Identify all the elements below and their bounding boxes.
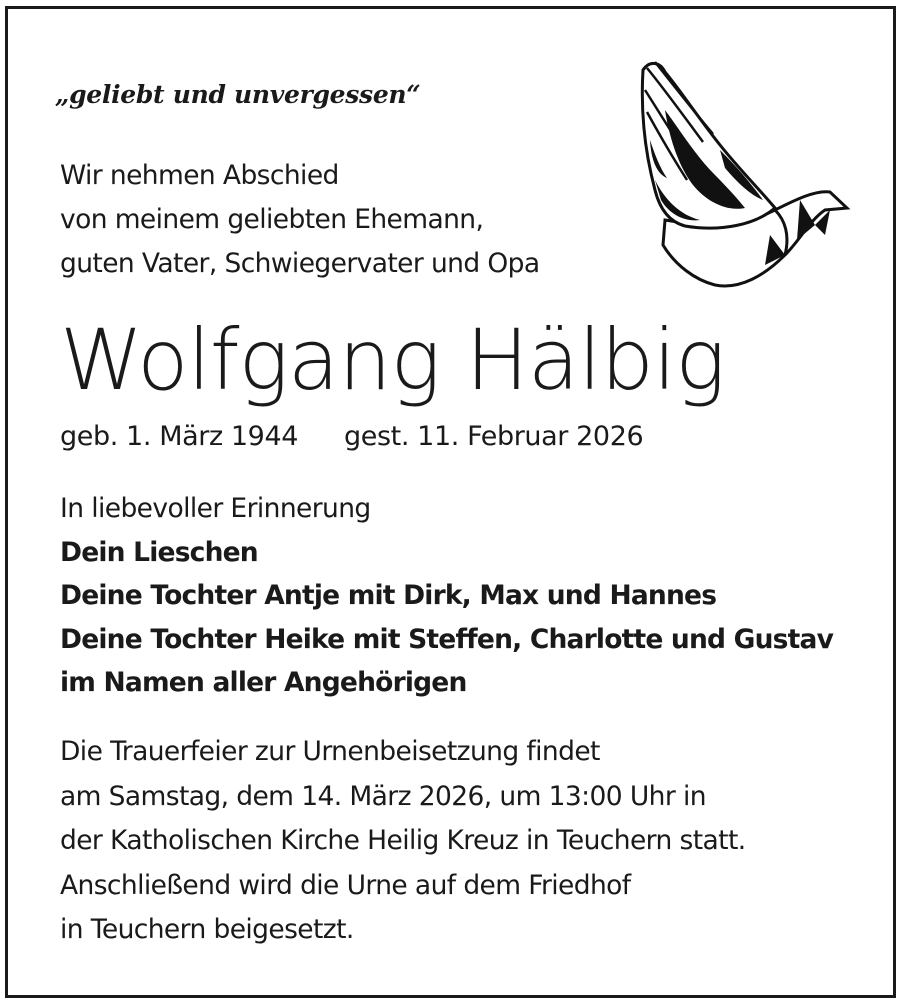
life-dates	[60, 420, 643, 454]
death-date: gest. 11. Februar 2026	[344, 421, 644, 452]
intro-line: von meinem geliebten Ehemann,	[60, 204, 484, 235]
mourner-line: Deine Tochter Antje mit Dirk, Max und Hannes	[60, 580, 717, 611]
motto: „geliebt und unvergessen“	[55, 80, 421, 109]
ceremony-line: der Katholischen Kirche Heilig Kreuz in Teuchern statt.	[60, 825, 746, 856]
intro-text	[60, 154, 540, 286]
ceremony-line: Anschließend wird die Urne auf dem Friedhof	[60, 869, 631, 901]
ceremony-line: in Teuchern beigesetzt.	[60, 914, 354, 945]
mourner-line: Deine Tochter Heike mit Steffen, Charlotte und Gustav	[60, 623, 834, 655]
mourners-block	[60, 487, 833, 705]
deceased-name: Wolfgang Hälbig	[60, 311, 725, 409]
ceremony-line: am Samstag, dem 14. März 2026, um 13:00 Uhr in	[60, 780, 706, 812]
ceremony-text	[60, 730, 746, 953]
intro-line: guten Vater, Schwiegervater und Opa	[60, 248, 540, 279]
mourner-line: im Namen aller Angehörigen	[60, 667, 467, 698]
praying-hands-icon	[625, 50, 855, 300]
birth-date: geb. 1. März 1944	[60, 421, 299, 452]
remembrance-intro: In liebevoller Erinnerung	[60, 493, 371, 524]
mourner-line: Dein Lieschen	[60, 536, 258, 568]
intro-line: Wir nehmen Abschied	[60, 160, 339, 191]
ceremony-line: Die Trauerfeier zur Urnenbeisetzung findet	[60, 736, 600, 767]
